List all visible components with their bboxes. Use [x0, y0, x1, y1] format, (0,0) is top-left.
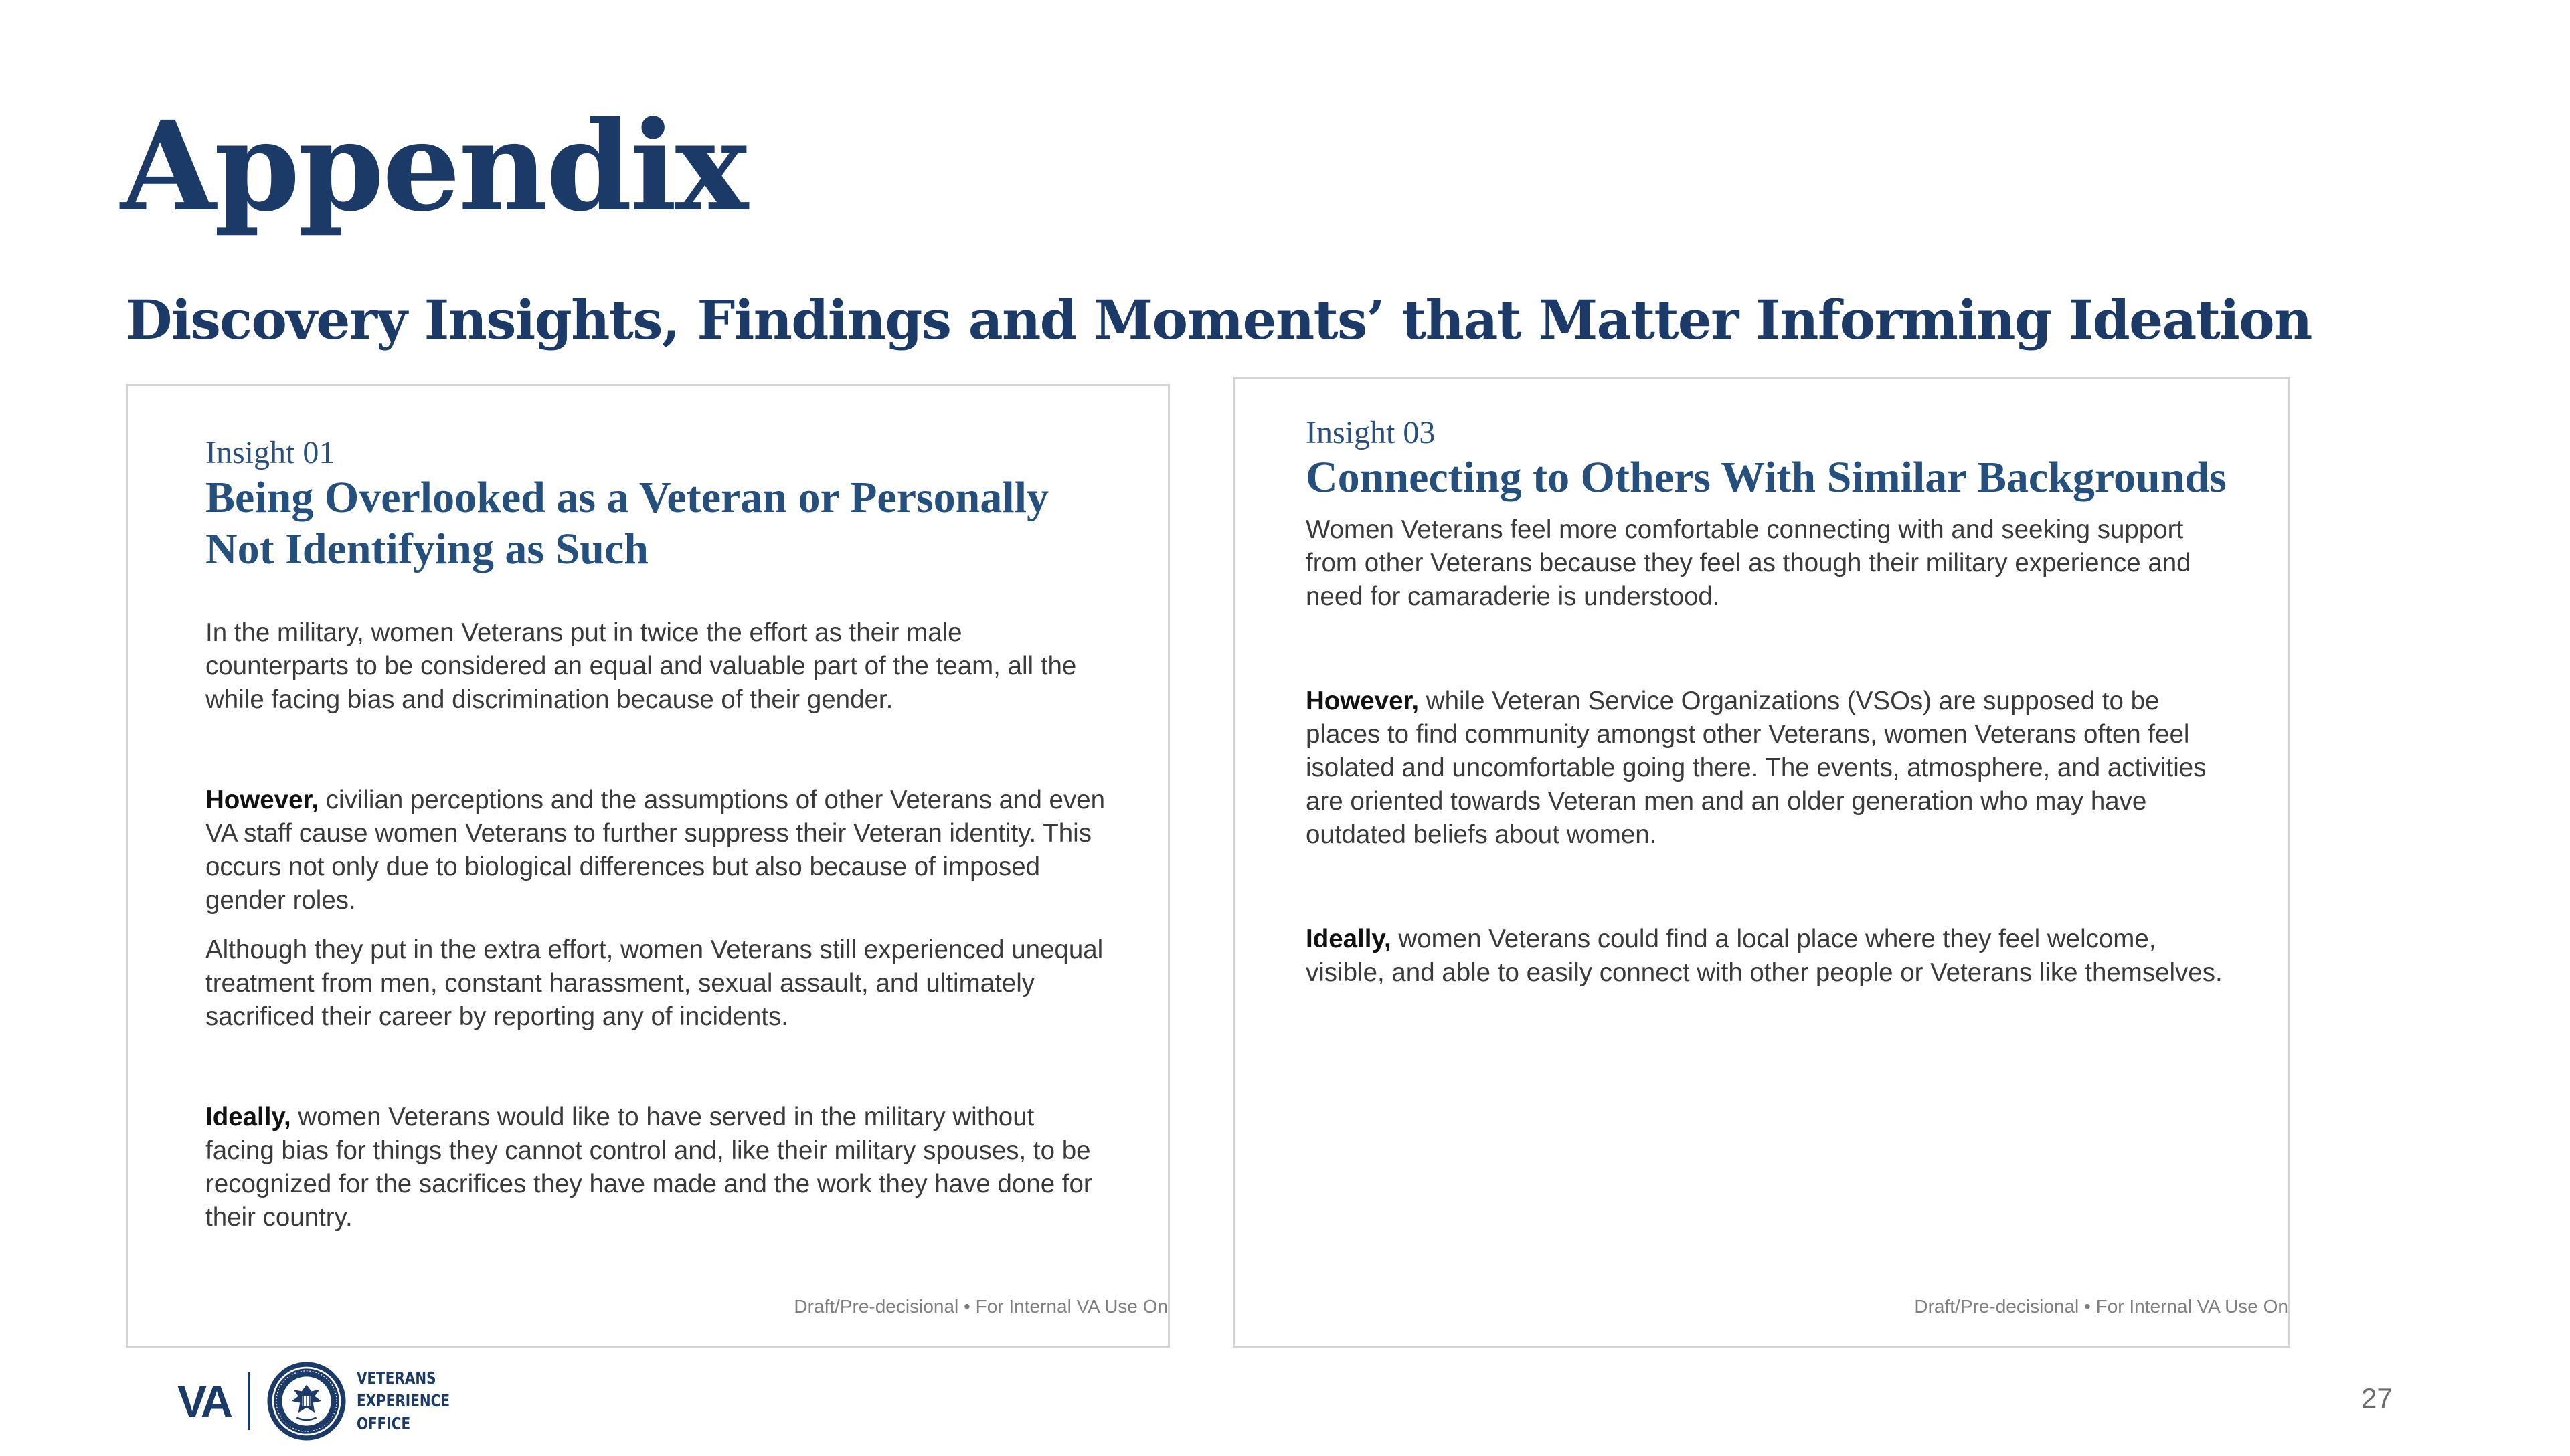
paragraph-text: civilian perceptions and the assumptions of other Veterans and even VA staff cause women Veterans to further suppress their Veteran identity. This occurs not only due to biological differences but also because of imposed gender roles.	[205, 786, 1106, 915]
draft-footer-note: Draft/Pre-decisional • For Internal VA Use On	[1914, 1296, 2288, 1317]
va-seal-icon	[266, 1360, 347, 1442]
insight-paragraph-however	[205, 784, 1108, 917]
insight-card-03	[1233, 377, 2290, 1348]
lead-word: Ideally,	[1306, 924, 1391, 953]
lead-word: However,	[1306, 686, 1420, 715]
lead-word: However,	[205, 786, 319, 815]
office-name	[357, 1367, 450, 1435]
insight-number: Insight 03	[1306, 415, 1436, 450]
page-subtitle: Discovery Insights, Findings and Moments’ that Matter Informing Ideation	[126, 288, 2312, 351]
insight-card-01	[126, 384, 1170, 1348]
office-name-line: VETERANS	[356, 1368, 436, 1388]
paragraph-text: women Veterans could find a local place where they feel welcome, visible, and able to easily connect with other people or Veterans like themselves.	[1306, 924, 2223, 987]
insight-title: Connecting to Others With Similar Backgrounds	[1306, 453, 2227, 503]
office-name-line: EXPERIENCE	[356, 1391, 450, 1410]
insight-paragraph: In the military, women Veterans put in twice the effort as their male counterparts to be considered an equal and valuable part of the team, all the while facing bias and discrimination because of their gender.	[205, 618, 1077, 715]
lead-word: Ideally,	[205, 1103, 291, 1132]
draft-footer-note: Draft/Pre-decisional • For Internal VA Use On	[794, 1296, 1168, 1317]
page-title: Appendix	[120, 94, 747, 239]
page-number: 27	[2361, 1382, 2393, 1414]
insight-paragraph: Although they put in the extra effort, women Veterans still experienced unequal treatment from men, constant harassment, sexual assault, and ultimately sacrificed their career by reporting any of incidents.	[205, 935, 1104, 1032]
va-logo	[177, 1358, 473, 1444]
insight-number: Insight 01	[205, 435, 335, 470]
insight-title: Being Overlooked as a Veteran or Personally Not Identifying as Such	[205, 473, 1049, 573]
insight-paragraph-ideally	[205, 1101, 1108, 1235]
insight-paragraph: Women Veterans feel more comfortable connecting with and seeking support from other Veterans because they feel as though their military experience and need for camaraderie is understood.	[1306, 515, 2191, 611]
insight-paragraph-ideally	[1306, 923, 2228, 990]
paragraph-text: women Veterans would like to have served in the military without facing bias for things they cannot control and, like their military spouses, to be recognized for the sacrifices they have made and the work they have done for their country.	[205, 1103, 1092, 1233]
paragraph-text: while Veteran Service Organizations (VSOs) are supposed to be places to find community amongst other Veterans, women Veterans often feel isolated and uncomfortable going there. The events, atmosphere, and activities are oriented towards Veteran men and an older generation who may have outdated beliefs about women.	[1306, 686, 2207, 849]
logo-divider	[248, 1372, 250, 1430]
insight-paragraph-however	[1306, 685, 2228, 852]
va-wordmark: VA	[177, 1376, 230, 1426]
office-name-line: OFFICE	[356, 1414, 410, 1433]
